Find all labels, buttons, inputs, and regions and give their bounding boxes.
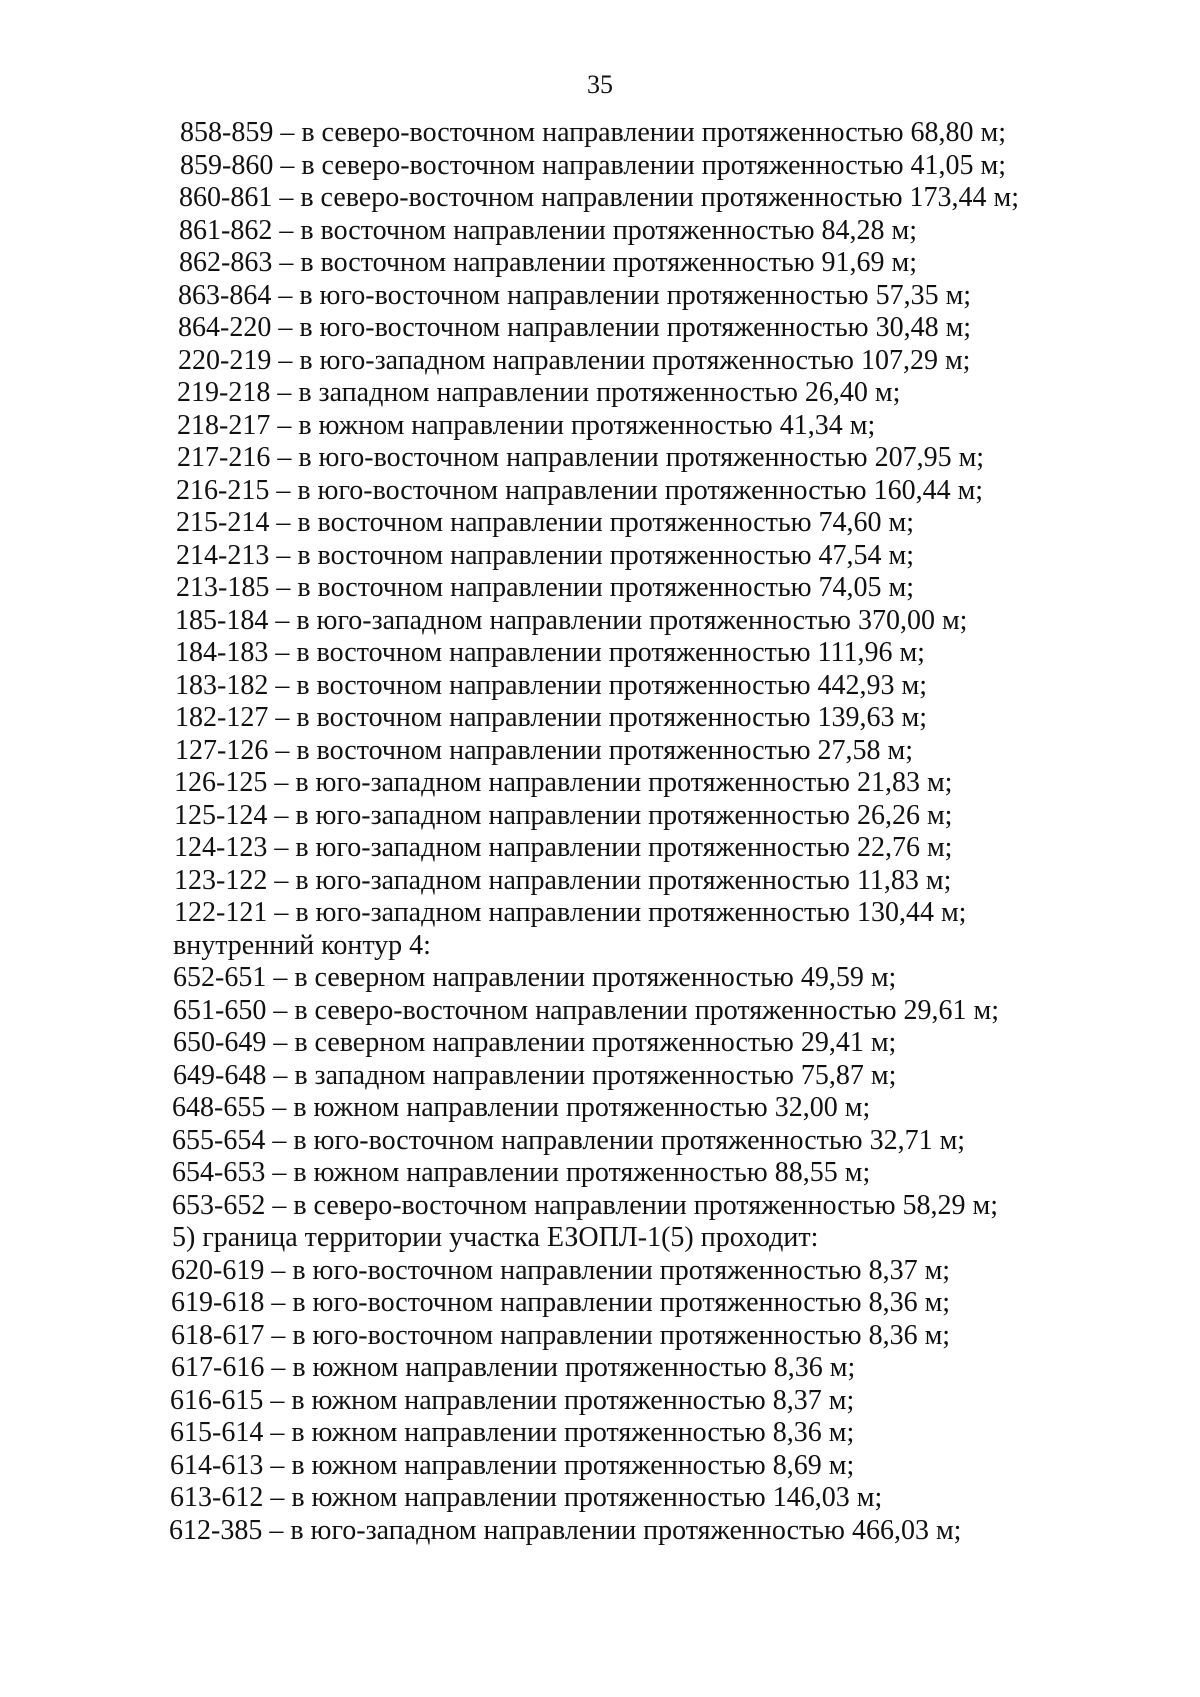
text-line: 616-615 – в южном направлении протяженностью 8,37 м; [170,1384,855,1416]
text-line: 213-185 – в восточном направлении протяженностью 74,05 м; [176,572,915,603]
text-line: 858-859 – в северо-восточном направлении протяженностью 68,80 м; [180,117,1007,148]
text-line: 214-213 – в восточном направлении протяженностью 47,54 м; [176,539,915,571]
text-line: 859-860 – в северо-восточном направлении протяженностью 41,05 м; [180,149,1007,181]
text-line: 654-653 – в южном направлении протяженностью 88,55 м; [172,1157,871,1188]
text-line: 651-650 – в северо-восточном направлении протяженностью 29,61 м; [173,994,1000,1026]
text-line: 614-613 – в южном направлении протяженностью 8,69 м; [170,1449,855,1481]
text-line: 620-619 – в юго-восточном направлении протяженностью 8,37 м; [171,1254,951,1286]
text-line: 612-385 – в юго-западном направлении протяженностью 466,03 м; [169,1514,962,1546]
text-line: 649-648 – в западном направлении протяженностью 75,87 м; [173,1059,897,1091]
document-body [0,117,1200,1547]
text-line: 220-219 – в юго-западном направлении протяженностью 107,29 м; [178,344,971,376]
text-line: 613-612 – в южном направлении протяженностью 146,03 м; [170,1482,883,1513]
text-line: 124-123 – в юго-западном направлении протяженностью 22,76 м; [174,832,953,863]
text-line: 618-617 – в юго-восточном направлении протяженностью 8,36 м; [171,1319,951,1351]
text-line: 125-124 – в юго-западном направлении протяженностью 26,26 м; [174,799,953,831]
page-number: 35 [587,70,613,99]
text-line: 615-614 – в южном направлении протяженностью 8,36 м; [170,1417,855,1448]
text-line: 650-649 – в северном направлении протяженностью 29,41 м; [173,1027,897,1058]
text-line: 123-122 – в юго-западном направлении протяженностью 11,83 м; [174,864,952,896]
section-heading: 5) граница территории участка ЕЗОПЛ-1(5) проходит: [172,1222,819,1253]
text-line: 216-215 – в юго-восточном направлении протяженностью 160,44 м; [176,474,984,506]
text-line: 127-126 – в восточном направлении протяженностью 27,58 м; [175,734,914,766]
text-line: 122-121 – в юго-западном направлении протяженностью 130,44 м; [174,897,967,928]
text-line: 183-182 – в восточном направлении протяженностью 442,93 м; [175,669,928,701]
text-line: 217-216 – в юго-восточном направлении протяженностью 207,95 м; [177,442,985,473]
text-line: 864-220 – в юго-восточном направлении протяженностью 30,48 м; [178,312,972,343]
text-line: 185-184 – в юго-западном направлении протяженностью 370,00 м; [175,604,968,636]
text-line: 861-862 – в восточном направлении протяженностью 84,28 м; [179,214,918,246]
text-line: 182-127 – в восточном направлении протяженностью 139,63 м; [175,702,928,733]
text-line: 619-618 – в юго-восточном направлении протяженностью 8,36 м; [171,1287,951,1318]
text-line: 218-217 – в южном направлении протяженностью 41,34 м; [177,409,876,441]
text-line: 648-655 – в южном направлении протяженностью 32,00 м; [172,1092,871,1123]
text-line: 863-864 – в юго-восточном направлении протяженностью 57,35 м; [178,279,972,311]
text-line: 655-654 – в юго-восточном направлении протяженностью 32,71 м; [172,1124,966,1156]
text-line: 617-616 – в южном направлении протяженностью 8,36 м; [171,1352,856,1383]
text-line: 862-863 – в восточном направлении протяженностью 91,69 м; [179,247,918,278]
text-line: 860-861 – в северо-восточном направлении протяженностью 173,44 м; [179,182,1020,213]
text-line: 184-183 – в восточном направлении протяженностью 111,96 м; [175,637,925,668]
text-line: 652-651 – в северном направлении протяженностью 49,59 м; [173,962,897,993]
text-line: 126-125 – в юго-западном направлении протяженностью 21,83 м; [174,767,953,798]
section-heading: внутренний контур 4: [173,929,431,961]
text-line: 215-214 – в восточном направлении протяженностью 74,60 м; [176,507,915,538]
text-line: 219-218 – в западном направлении протяженностью 26,40 м; [177,377,901,408]
text-line: 653-652 – в северо-восточном направлении протяженностью 58,29 м; [172,1189,999,1221]
